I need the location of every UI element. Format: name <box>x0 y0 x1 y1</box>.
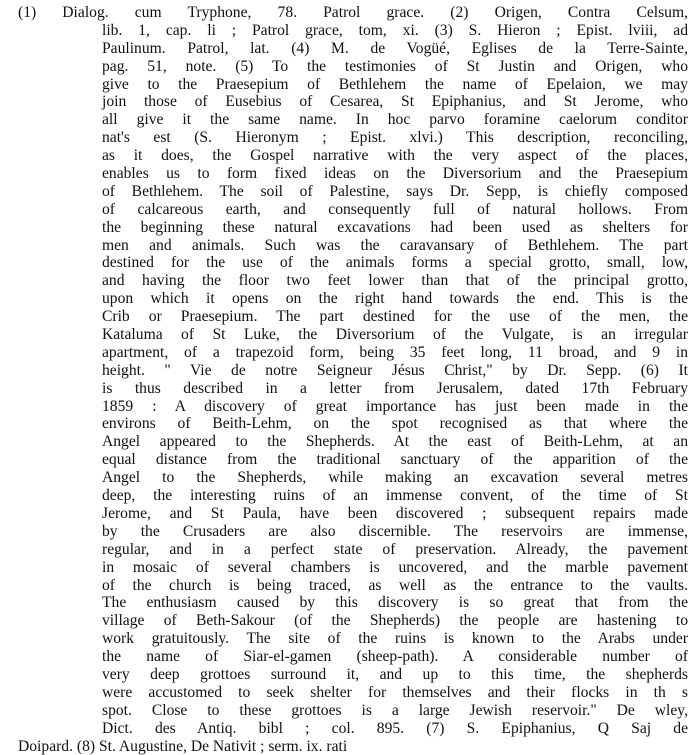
text-line: in mosaic of several chambers is uncovered, and the marble pavement <box>102 558 688 576</box>
text-line: Jerome, and St Paula, have been discovered ; subsequent repairs made <box>102 504 688 522</box>
text-line: height. " Vie de notre Seigneur Jésus Christ," by Dr. Sepp. (6) It <box>102 361 688 379</box>
text-line: of calcareous earth, and consequently full of natural hollows. From <box>102 200 688 218</box>
text-line: by the Crusaders are also discernible. The reservoirs are immense, <box>102 522 688 540</box>
text-line: pag. 51, note. (5) To the testimonies of St Justin and Origen, who <box>102 57 688 75</box>
text-line: nat's est (S. Hieronym ; Epist. xlvi.) This description, reconciling, <box>102 129 688 147</box>
text-line: work gratuitously. The site of the ruins is known to the Arabs under <box>102 630 688 648</box>
text-line: is thus described in a letter from Jerusalem, dated 17th February <box>102 379 688 397</box>
text-line: Paulinum. Patrol, lat. (4) M. de Vogüé, Eglises de la Terre-Sainte, <box>102 39 688 57</box>
text-line: of the church is being traced, as well as the entrance to the vaults. <box>102 576 688 594</box>
text-line: equal distance from the traditional sanctuary of the apparition of the <box>102 451 688 469</box>
text-line: destined for the use of the animals forms a special grotto, small, low, <box>102 254 688 272</box>
text-line: Crib or Praesepium. The part destined for the use of the men, the <box>102 308 688 326</box>
text-line: as it does, the Gospel narrative with the very aspect of the places, <box>102 147 688 165</box>
text-line: were accustomed to seek shelter for themselves and their flocks in th s <box>102 683 688 701</box>
text-line: very deep grottoes surround it, and up to this time, the shepherds <box>102 665 688 683</box>
text-line: the beginning these natural excavations had been used as shelters for <box>102 218 688 236</box>
text-line: The enthusiasm caused by this discovery is so great that from the <box>102 594 688 612</box>
text-line: men and animals. Such was the caravansary of Bethlehem. The part <box>102 236 688 254</box>
text-line: enables us to form fixed ideas on the Diversorium and the Praesepium <box>102 165 688 183</box>
text-line: apartment, of a trapezoid form, being 35 feet long, 11 broad, and 9 in <box>102 343 688 361</box>
text-line: Kataluma of St Luke, the Diversorium of the Vulgate, is an irregular <box>102 326 688 344</box>
text-line: join those of Eusebius of Cesarea, St Epiphanius, and St Jerome, who <box>102 93 688 111</box>
text-line: (1) Dialog. cum Tryphone, 78. Patrol grace. (2) Origen, Contra Celsum, <box>18 4 688 21</box>
text-line: of Bethlehem. The soil of Palestine, says Dr. Sepp, is chiefly composed <box>102 182 688 200</box>
text-line: upon which it opens on the right hand towards the end. This is the <box>102 290 688 308</box>
text-line: lib. 1, cap. li ; Patrol grace, tom, xi. (3) S. Hieron ; Epist. lviii, ad <box>102 21 688 39</box>
text-line: deep, the interesting ruins of an immense convent, of the time of St <box>102 487 688 505</box>
text-line: Angel to the Shepherds, while making an excavation several metres <box>102 469 688 487</box>
text-line: Angel appeared to the Shepherds. At the east of Beith-Lehm, at an <box>102 433 688 451</box>
text-line: the name of Siar-el-gamen (sheep-path). A considerable number of <box>102 648 688 666</box>
text-line: give to the Praesepium of Bethlehem the name of Epelaion, we may <box>102 75 688 93</box>
text-line: 1859 : A discovery of great importance has just been made in the <box>102 397 688 415</box>
text-line: regular, and in a perfect state of preservation. Already, the pavement <box>102 540 688 558</box>
text-line: Doipard. (8) St. Augustine, De Nativit ; serm. ix. rati <box>18 737 348 755</box>
text-line: Dict. des Antiq. bibl ; col. 895. (7) S. Epiphanius, Q Saj de <box>102 719 688 737</box>
text-line: spot. Close to these grottoes is a large Jewish reservoir." De wley, <box>102 701 688 719</box>
text-line: all give it the same name. In hoc parvo foramine caelorum conditor <box>102 111 688 129</box>
text-line: environs of Beith-Lehm, on the spot recognised as that where the <box>102 415 688 433</box>
text-line: and having the floor two feet lower than that of the principal grotto, <box>102 272 688 290</box>
text-line: village of Beth-Sakour (of the Shepherds) the people are hastening to <box>102 612 688 630</box>
